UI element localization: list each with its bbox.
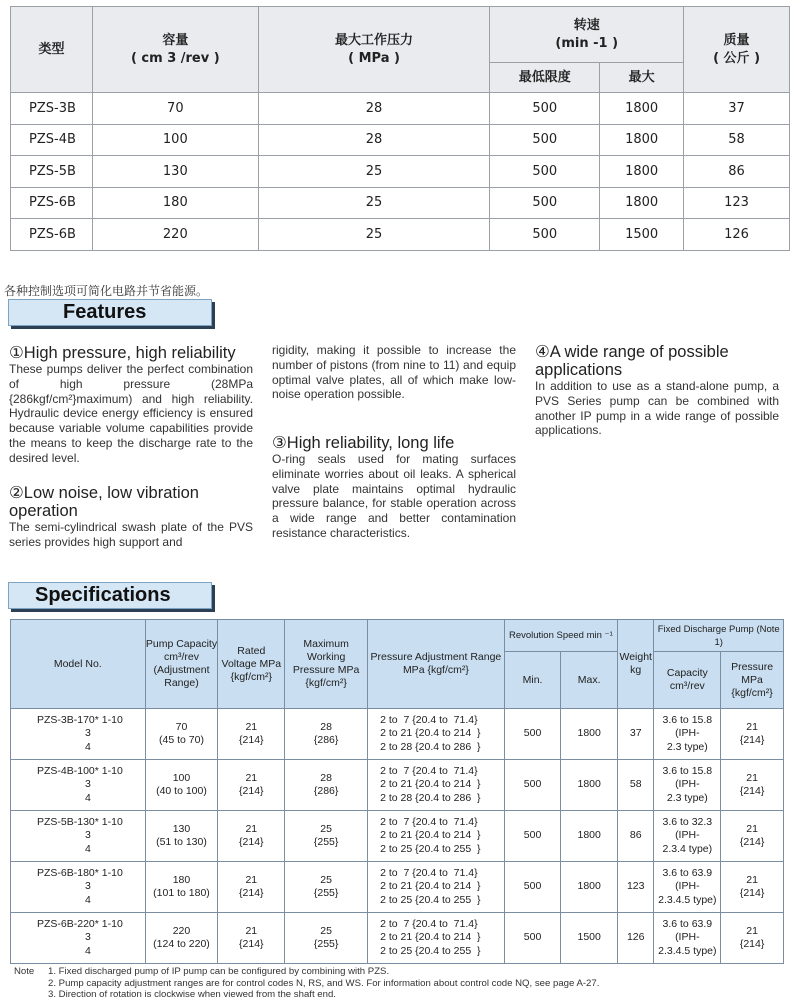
header-pressure-range: Pressure Adjustment Range MPa {kgf/cm²} (368, 620, 505, 709)
specifications-heading: Specifications (8, 582, 212, 609)
table-row: PZS-3B 70 28 500 1800 37 (11, 93, 790, 125)
header-fixed-pressure: Pressure MPa {kgf/cm²} (721, 652, 784, 709)
header-speed-min: 最低限度 (490, 63, 600, 93)
cn-note: 各种控制选项可简化电路并节省能源。 (4, 284, 209, 298)
header-pump-capacity: Pump Capacity cm³/rev (Adjustment Range) (145, 620, 218, 709)
header-type: 类型 (11, 7, 93, 93)
feature-title: ②Low noise, low vibration operation (9, 484, 199, 520)
note-item: 3. Direction of rotation is clockwise when viewed from the shaft end. (48, 989, 336, 1001)
cn-spec-table (10, 6, 790, 251)
header-weight: Weight kg (618, 620, 654, 709)
header-mass: 质量 ( 公斤 ) (684, 7, 790, 93)
notes-label: Note (14, 966, 35, 977)
feature-title: ④A wide range of possible applications (535, 343, 729, 379)
header-revolution-speed: Revolution Speed min ⁻¹ (504, 620, 617, 652)
table-row: PZS-5B 130 25 500 1800 86 (11, 156, 790, 188)
feature-body: The semi-cylindrical swash plate of the PVS series provides high support and (9, 520, 253, 549)
table-row: PZS-6B 180 25 500 1800 123 (11, 187, 790, 219)
header-speed: 转速 (min -1 ) (490, 7, 684, 63)
feature-body: rigidity, making it possible to increase the number of pistons (from nine to 11) and equip optimal valve plates, all of which make low-noise operation possible. (272, 343, 516, 402)
feature-item-2-continued (272, 343, 516, 402)
feature-title: ③High reliability, long life (272, 434, 455, 452)
header-min: Min. (504, 652, 561, 709)
feature-item-3 (272, 434, 516, 541)
feature-body: O-ring seals used for mating surfaces eliminate worries about oil leaks. A spherical valve plate maintains optimal hydraulic pressure balance, for stable operation across a wide range and better contamination resistance characteristics. (272, 452, 516, 540)
table-row: PZS-5B-130* 1-10 3 4 130 (51 to 130) 21 {214} 25 {255} 2 to 7 {20.4 to 71.4} 2 to 21 {20.4 to 214 } 2 to 25 {20.4 to 255 } 500 1800 86 3.6 to 32.3 (IPH- 2.3.4 type) 21 {214} (11, 811, 784, 862)
header-max-pressure: Maximum Working Pressure MPa {kgf/cm²} (285, 620, 368, 709)
header-fixed-pump: Fixed Discharge Pump (Note 1) (654, 620, 784, 652)
header-capacity: 容量 ( cm 3 /rev ) (92, 7, 258, 93)
table-row: PZS-6B-180* 1-10 3 4 180 (101 to 180) 21 {214} 25 {255} 2 to 7 {20.4 to 71.4} 2 to 21 {20.4 to 214 } 2 to 25 {20.4 to 255 } 500 1800 123 3.6 to 63.9 (IPH- 2.3.4.5 type) 21 {214} (11, 862, 784, 913)
specifications-table (10, 619, 784, 964)
table-row: PZS-6B-220* 1-10 3 4 220 (124 to 220) 21 {214} 25 {255} 2 to 7 {20.4 to 71.4} 2 to 21 {20.4 to 214 } 2 to 25 {20.4 to 255 } 500 1500 126 3.6 to 63.9 (IPH- 2.3.4.5 type) 21 {214} (11, 913, 784, 964)
header-model: Model No. (11, 620, 146, 709)
header-pressure: 最大工作压力 ( MPa ) (258, 7, 490, 93)
note-item: 1. Fixed discharged pump of IP pump can be configured by combining with PZS. (48, 966, 390, 977)
feature-item-2 (9, 484, 253, 550)
table-row: PZS-4B 100 28 500 1800 58 (11, 124, 790, 156)
feature-body: In addition to use as a stand-alone pump, a PVS Series pump can be combined with another IP pump in a wide range of possible applications. (535, 379, 779, 438)
feature-body: These pumps deliver the perfect combination of high pressure (28MPa {286kgf/cm²}maximum) and high reliability. Hydraulic device energy efficiency is ensured because variable volume capabilities provide the means to keep the discharge rate to the desired level. (9, 362, 253, 465)
header-rated-voltage: Rated Voltage MPa {kgf/cm²} (218, 620, 285, 709)
feature-title: ①High pressure, high reliability (9, 344, 236, 362)
feature-item-1 (9, 344, 253, 466)
note-item: 2. Pump capacity adjustment ranges are for control codes N, RS, and WS. For information about control code NQ, see page A-27. (48, 977, 600, 989)
features-heading: Features (8, 299, 212, 326)
table-row: PZS-6B 220 25 500 1500 126 (11, 219, 790, 251)
notes (14, 966, 599, 1001)
table-row: PZS-4B-100* 1-10 3 4 100 (40 to 100) 21 {214} 28 {286} 2 to 7 {20.4 to 71.4} 2 to 21 {20.4 to 214 } 2 to 28 {20.4 to 286 } 500 1800 58 3.6 to 15.8 (IPH- 2.3 type) 21 {214} (11, 760, 784, 811)
table-row: PZS-3B-170* 1-10 3 4 70 (45 to 70) 21 {214} 28 {286} 2 to 7 {20.4 to 71.4} 2 to 21 {20.4 to 214 } 2 to 28 {20.4 to 286 } 500 1800 37 3.6 to 15.8 (IPH- 2.3 type) 21 {214} (11, 709, 784, 760)
header-speed-max: 最大 (600, 63, 684, 93)
header-fixed-capacity: Capacity cm³/rev (654, 652, 721, 709)
header-max: Max. (561, 652, 618, 709)
feature-item-4 (535, 343, 779, 438)
